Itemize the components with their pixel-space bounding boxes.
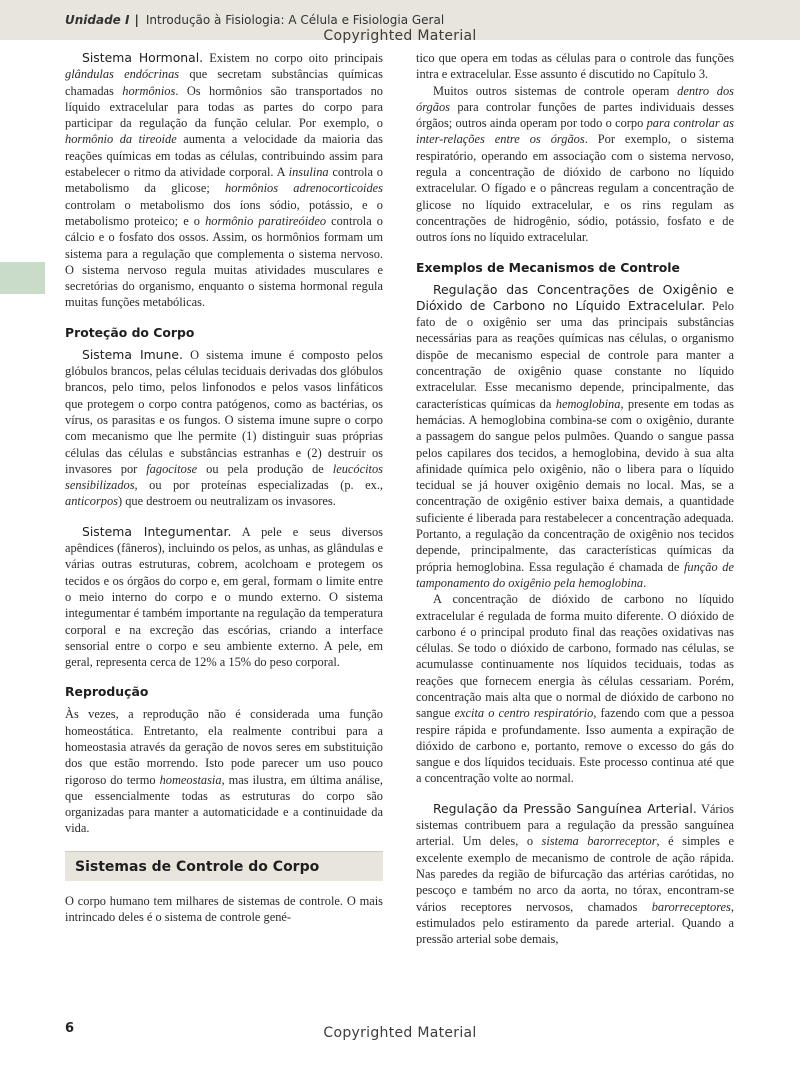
paragraph-dioxido-de-carbono xyxy=(416,591,734,787)
paragraph-oxigenio xyxy=(416,282,734,592)
text-run: A concentração de dióxido de carbono no líquido extracelular é regulada de forma muito diferente. O dióxido de carbono é o principal produto final das reações oxidativas nas células. Se todo o dióxido de carbono, formado nas células, se acumulasse continuamente nos líquidos teciduais, todas as reações que fornecem energia às células cessariam. Porém, concentração mais alta que o normal de dióxido de carbono no sangue xyxy=(416,592,734,721)
italic-term: excita o centro respiratório xyxy=(454,706,594,721)
run-in-heading: Regulação da Pressão Sanguínea Arterial. xyxy=(433,800,697,816)
paragraph-continuation: tico que opera em todas as células para o controle das funções intra e extracelular. Esse assunto é discutido no Capítulo 3. xyxy=(416,51,734,82)
italic-term: hormônios xyxy=(122,83,176,98)
section-heading-box xyxy=(65,851,383,881)
heading-protecao-do-corpo: Proteção do Corpo xyxy=(65,324,195,340)
text-run: . xyxy=(643,575,647,590)
run-in-heading: Sistema Integumentar. xyxy=(82,523,232,539)
text-run: A pele e seus diversos apêndices (fâneros), incluindo os pelos, as unhas, as glândulas e várias outras estruturas, cobrem, acolchoam e protegem os tecidos e os órgãos do corpo e, em geral, formam o limite entre o meio interno do corpo e o mundo externo. O sistema integumentar é também importante na regulação da temperatura corporal e na excreção das escórias, criando a interface sensorial entre o corpo e seu ambiente externo. A pele, em geral, representa cerca de 12% a 15% do peso corporal. xyxy=(65,524,384,670)
page-number: 6 xyxy=(65,1021,75,1036)
italic-term: hormônio paratireóideo xyxy=(205,213,327,228)
watermark-top: Copyrighted Material xyxy=(323,28,477,44)
italic-term: função de tamponamento do oxigênio pela hemoglobina xyxy=(416,559,734,590)
text-run: , presente em todas as hemácias. A hemoglobina combina-se com o oxigênio, durante a passagem do sangue pelos pulmões. Quando o sangue passa pelos capilares dos tecidos, a hemoglobina, devido à sua alta afinidade química pelo oxigênio, não o libera para o líquido tecidual se já houver oxigênio demais no local. Mas, se a concentração de oxigênio estiver baixa demais, a quantidade suficiente é liberada para restabelecer a concentração adequada. Portanto, a regulação da concentração de oxigênio nos tecidos depende, principalmente, das características químicas da própria hemoglobina. Essa regulação é chamada de xyxy=(416,396,734,574)
text-run: aumenta a velocidade da maioria das reações químicas em todas as células, contribuindo assim para estabelecer o ritmo da atividade corporal. A xyxy=(65,132,383,180)
left-column xyxy=(65,50,383,925)
text-run: Vários sistemas contribuem para a regulação da pressão sanguínea arterial. Um deles, o xyxy=(416,801,734,849)
italic-term: hormônio da tireoide xyxy=(65,132,177,147)
italic-term: homeostasia xyxy=(159,772,222,787)
italic-term: leucócitos sensibilizados xyxy=(65,461,383,493)
italic-term: fagocitose xyxy=(146,461,198,476)
italic-term: para controlar as inter-relações entre os órgãos xyxy=(416,116,734,147)
chapter-title: Introdução à Fisiologia: A Célula e Fisiologia Geral xyxy=(145,13,445,27)
paragraph-sistema-integumentar xyxy=(65,524,383,671)
heading-sistemas-de-controle: Sistemas de Controle do Corpo xyxy=(75,858,320,875)
paragraph-sistemas-de-controle: O corpo humano tem milhares de sistemas de controle. O mais intrincado deles é o sistema de controle gené- xyxy=(65,893,383,925)
italic-term: anticorpos xyxy=(65,494,119,509)
text-run: que secretam substâncias químicas chamadas xyxy=(65,67,383,98)
run-in-heading: Sistema Hormonal. xyxy=(82,50,204,65)
text-run: Às vezes, a reprodução não é considerada uma função homeostática. Entretanto, ela realmente contribui para a homeostasia através da geração de novos seres em substituição dos que estão morrendo. Isto pode parecer um uso pouco rigoroso do termo xyxy=(65,707,383,787)
paragraph-pressao-arterial xyxy=(416,801,734,948)
italic-term: dentro dos órgãos xyxy=(416,83,734,114)
heading-exemplos-de-mecanismos: Exemplos de Mecanismos de Controle xyxy=(416,259,680,275)
paragraph-sistema-imune xyxy=(65,347,383,510)
text-run: . Por exemplo, o sistema respiratório, operando em associação com o sistema nervoso, regula a concentração de dióxido de carbono no líquido extracelular. O fígado e o pâncreas regulam a concentração de glicose no líquido extracelular, e os rins regulam as concentrações de hidrogênio, sódio, potássio, fosfato e de outros íons no líquido extracelular. xyxy=(416,132,734,245)
text-run: , ou por proteínas especializadas (p. ex., xyxy=(134,478,383,493)
text-run: Muitos outros sistemas de controle operam xyxy=(433,83,678,98)
paragraph-reproducao xyxy=(65,706,383,836)
text-run: controlam o metabolismo dos íons sódio, potássio, e o metabolismo proteico; e o xyxy=(65,197,383,228)
right-column xyxy=(416,50,734,947)
text-run: ) que destroem ou neutralizam os invasores. xyxy=(118,494,336,509)
text-run: para controlar funções de partes individuais desses órgãos; outros ainda operam por todo o corpo xyxy=(416,99,734,131)
italic-term: hormônios adrenocorticoides xyxy=(225,181,383,196)
text-run: Existem no corpo oito principais xyxy=(203,51,383,65)
italic-term: insulina xyxy=(288,165,329,180)
run-in-heading: Regulação das Concentrações de Oxigênio e Dióxido de Carbono no Líquido Extracelular. xyxy=(416,281,734,313)
text-run: . Os hormônios são transportados no líquido extracelular para todas as partes do corpo para participar da regulação da função celular. Por exemplo, o xyxy=(65,83,383,131)
italic-term: glândulas endócrinas xyxy=(65,67,180,82)
italic-term: barorreceptores xyxy=(651,899,731,914)
running-head xyxy=(65,13,444,27)
run-in-heading: Sistema Imune. xyxy=(82,346,183,362)
text-run: Pelo fato de o oxigênio ser uma das principais substâncias necessárias para as reações químicas nas células, o organismo dispõe de mecanismo especial de controle para manter a concentração de oxigênio quase constante no líquido extracelular. Esse mecanismo depende, principalmente, das características químicas da xyxy=(416,298,734,411)
paragraph-outros-sistemas xyxy=(416,83,734,246)
italic-term: sistema barorreceptor xyxy=(541,834,657,849)
italic-term: hemoglobina xyxy=(555,396,621,411)
text-run: , mas ilustra, em última análise, que essencialmente todas as estruturas do corpo são organizadas para manter a automaticidade e a continuidade da vida. xyxy=(65,772,383,836)
chapter-side-tab xyxy=(0,262,45,294)
text-run: O sistema imune é composto pelos glóbulos brancos, pelas células teciduais derivadas dos glóbulos brancos, pelo timo, pelos linfonodos e pelos vasos linfáticos que protegem o corpo contra patógenos, como as bactérias, os vírus, os parasitas e os fungos. O sistema imune supre o corpo com mecanismo que lhe permite (1) distinguir suas próprias células das células e substâncias estranhas e (2) destruir os invasores por xyxy=(65,347,383,476)
text-run: controla o cálcio e o fosfato dos ossos. Assim, os hormônios formam um sistema para a regulação que complementa o sistema nervoso. O sistema nervoso regula muitas atividades musculares e secretórias do organismo, enquanto o sistema hormonal regula muitas funções metabólicas. xyxy=(65,213,383,310)
watermark-bottom: Copyrighted Material xyxy=(323,1025,477,1041)
text-run: , estimulados pelo estiramento da parede arterial. Quando a pressão arterial sobe demais, xyxy=(416,899,734,947)
text-run: , é simples e excelente exemplo de mecanismo de controle de ação rápida. Nas paredes da região de bifurcação das artérias carótidas, no pescoço e também no arco da aorta, no tórax, encontram-se vários receptores nervosos, chamados xyxy=(416,834,734,914)
text-run: , fazendo com que a pessoa respire rápida e profundamente. Isso aumenta a expiração de dióxido de carbono e, portanto, remove o excesso do gás do sangue e dos líquidos teciduais. Este processo continua até que a concentração volte ao normal. xyxy=(416,706,734,786)
heading-reproducao: Reprodução xyxy=(65,684,149,700)
unit-label: Unidade I xyxy=(65,13,130,27)
text-run: controla o metabolismo da glicose; xyxy=(65,165,383,196)
text-run: ou pela produção de xyxy=(197,461,333,476)
header-separator: | xyxy=(134,13,139,27)
paragraph-sistema-hormonal xyxy=(65,50,383,311)
